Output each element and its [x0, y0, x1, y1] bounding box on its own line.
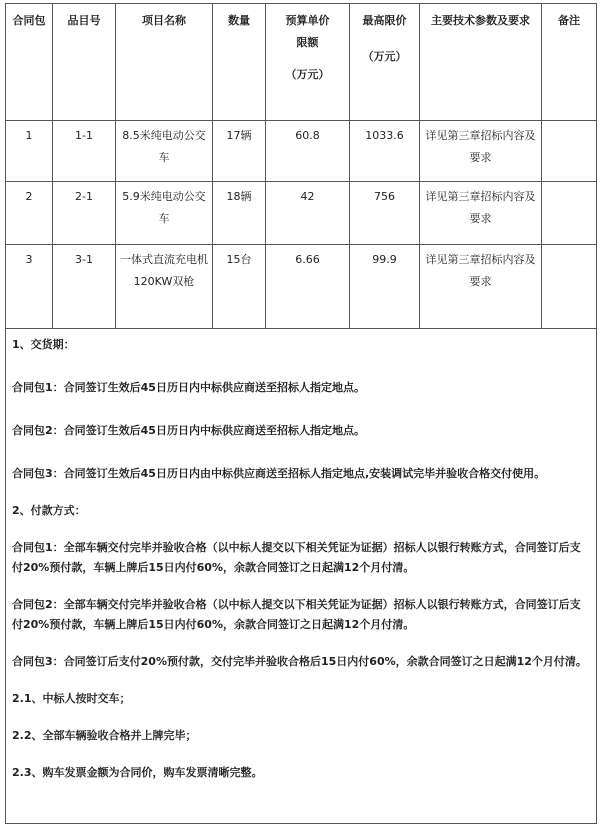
payment-package-1: 合同包1：全部车辆交付完毕并验收合格（以中标人提交以下相关凭证为证据）招标人以银行转账方式，合同签订后支付20%预付款，车辆上牌后15日内付60%，余款合同签订之日起满12个月付清。	[12, 541, 581, 574]
header-budget-unit-price	[266, 4, 350, 121]
cell-project-name: 5.9米纯电动公交车	[116, 182, 213, 245]
cell-item-no: 3-1	[53, 245, 116, 329]
notes-cell	[6, 329, 597, 824]
header-max-line: 最高限价	[362, 14, 407, 27]
cell-remarks	[542, 245, 597, 329]
cell-package: 2	[6, 182, 53, 245]
bid-table	[5, 3, 597, 824]
table-row	[6, 121, 597, 182]
cell-unit-price: 6.66	[266, 245, 350, 329]
payment-package-2: 合同包2：全部车辆交付完毕并验收合格（以中标人提交以下相关凭证为证据）招标人以银行转账方式，合同签订后支付20%预付款，车辆上牌后15日内付60%，余款合同签订之日起满12个月付清。	[12, 598, 581, 631]
header-budget-line: （万元）	[285, 68, 330, 81]
cell-spec: 详见第三章招标内容及要求	[420, 121, 542, 182]
delivery-package-3: 合同包3：合同签订生效后45日历日内由中标供应商送至招标人指定地点,安装调试完毕并验收合格交付使用。	[12, 467, 546, 480]
cell-max-price: 1033.6	[350, 121, 420, 182]
cell-project-name: 8.5米纯电动公交车	[116, 121, 213, 182]
cell-unit-price: 60.8	[266, 121, 350, 182]
table-row	[6, 182, 597, 245]
cell-spec: 详见第三章招标内容及要求	[420, 182, 542, 245]
cell-remarks	[542, 121, 597, 182]
cell-package: 1	[6, 121, 53, 182]
header-budget-line: 预算单价	[285, 14, 330, 27]
cell-quantity: 18辆	[213, 182, 266, 245]
cell-item-no: 2-1	[53, 182, 116, 245]
header-item-no: 品目号	[53, 4, 116, 121]
header-max-line: （万元）	[362, 50, 407, 63]
condition-on-time-delivery: 2.1、中标人按时交车；	[12, 692, 131, 705]
table-row	[6, 245, 597, 329]
payment-title: 2、付款方式：	[12, 504, 86, 517]
cell-project-name: 一体式直流充电机120KW双枪	[116, 245, 213, 329]
header-max-price	[350, 4, 420, 121]
condition-invoice: 2.3、购车发票金额为合同价，购车发票清晰完整。	[12, 766, 263, 779]
cell-package: 3	[6, 245, 53, 329]
cell-quantity: 17辆	[213, 121, 266, 182]
cell-quantity: 15台	[213, 245, 266, 329]
header-budget-line: 限额	[296, 36, 319, 49]
cell-spec: 详见第三章招标内容及要求	[420, 245, 542, 329]
cell-unit-price: 42	[266, 182, 350, 245]
payment-package-3: 合同包3：合同签订后支付20%预付款，交付完毕并验收合格后15日内付60%，余款合同签订之日起满12个月付清。	[12, 655, 587, 668]
header-package: 合同包	[6, 4, 53, 121]
header-quantity: 数量	[213, 4, 266, 121]
header-remarks: 备注	[542, 4, 597, 121]
cell-max-price: 99.9	[350, 245, 420, 329]
notes-row	[6, 329, 597, 824]
condition-inspection: 2.2、全部车辆验收合格并上牌完毕；	[12, 729, 197, 742]
header-project-name: 项目名称	[116, 4, 213, 121]
header-tech-specs: 主要技术参数及要求	[420, 4, 542, 121]
delivery-package-1: 合同包1：合同签订生效后45日历日内中标供应商送至招标人指定地点。	[12, 381, 365, 394]
delivery-title: 1、交货期：	[12, 338, 75, 351]
table-header-row	[6, 4, 597, 121]
cell-item-no: 1-1	[53, 121, 116, 182]
delivery-package-2: 合同包2：合同签订生效后45日历日内中标供应商送至招标人指定地点。	[12, 424, 365, 437]
cell-remarks	[542, 182, 597, 245]
cell-max-price: 756	[350, 182, 420, 245]
